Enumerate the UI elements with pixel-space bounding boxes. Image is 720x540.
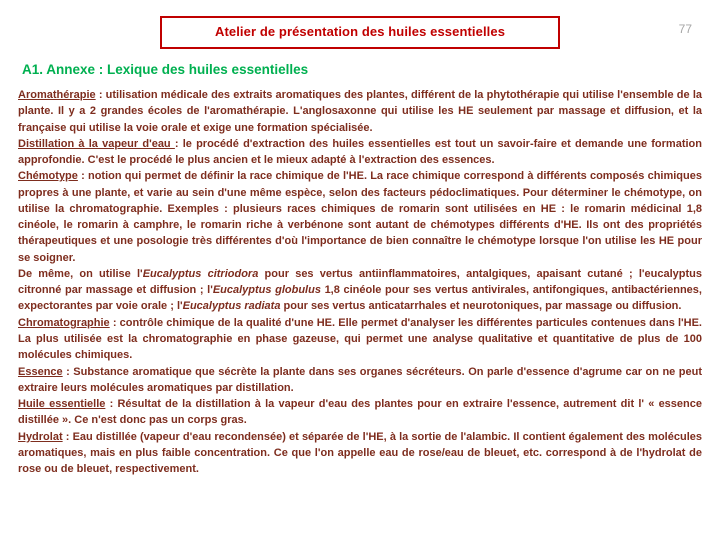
lexicon-segment-underline: Distillation à la vapeur d'eau	[18, 137, 175, 150]
lexicon-segment-normal: pour ses vertus antiinflammatoires, antalgiques, apaisant cutané ; l'eucalyptus citronné par massage et diffusion ; l'	[18, 267, 702, 297]
lexicon-paragraph	[18, 315, 702, 364]
title-box	[160, 16, 560, 49]
lexicon-segment-normal: : le procédé d'extraction des huiles essentielles est tout un savoir-faire et demande une formation approfondie. C'est le procédé le plus ancien et le mieux adapté à l'extraction des essences.	[18, 137, 702, 167]
lexicon-segment-underline: Aromathérapie	[18, 89, 96, 101]
lexicon-segment-underline: Hydrolat	[18, 430, 63, 443]
lexicon-segment-italic: Eucalyptus citriodora	[142, 267, 259, 280]
lexicon-segment-underline: Chromatographie	[18, 316, 110, 329]
lexicon-segment-normal: pour ses vertus anticatarrhales et neurotoniques, par massage ou diffusion.	[280, 300, 682, 313]
slide-header	[0, 0, 720, 50]
lexicon-segment-italic: Eucalyptus globulus	[212, 284, 321, 297]
slide-title: Atelier de présentation des huiles essentielles	[214, 24, 506, 39]
lexicon-segment-normal: : utilisation médicale des extraits aromatiques des plantes, différent de la phytothérapie qui utilise l'ensemble de la plante. Il y a 2 grandes écoles de l'aromathérapie. L'anglosaxonne qui utilise les HE seulement par massage et diffusion, et la française qui utilise la voie orale et exige une formation spécialisée.	[18, 89, 702, 134]
lexicon-segment-normal: : Substance aromatique que sécrète la plante dans ses organes sécréteurs. On parle d'essence d'agrume car on ne peut extraire leurs molécules aromatiques par distillation.	[18, 365, 702, 394]
lexicon-segment-normal: : notion qui permet de définir la race chimique de l'HE. La race chimique correspond à différents composés chimiques propres à une plante, et varie au sein d'une même espèce, selon des facteurs pédoclimatiques. Pour déterminer le chémotype, on utilise la chromatographie. Exemples : plusieurs races chimiques de romarin sont utilisées en HE : le romarin médicinal 1,8 cinéole, le romarin à camphre, le romarin riche à verbénone sont autant de chémotypes différents d'HE. Ils ont des propriétés thérapeutiques et une posologie très différentes d'où l'importance de bien connaître le chémotype lorsque l'on utilise les HE pour se soigner.	[18, 170, 702, 264]
lexicon-body	[18, 87, 702, 477]
lexicon-paragraph	[18, 364, 702, 397]
page-number: 77	[678, 22, 692, 36]
section-heading: A1. Annexe : Lexique des huiles essentielles	[22, 62, 309, 77]
lexicon-segment-normal: : Résultat de la distillation à la vapeur d'eau des plantes pour en extraire l'essence, autrement dit l' « essence distillée ». Ce n'est donc pas un corps gras.	[18, 398, 702, 427]
lexicon-paragraph	[18, 429, 702, 478]
lexicon-segment-normal: : contrôle chimique de la qualité d'une HE. Elle permet d'analyser les différentes particules contenues dans l'HE. La plus utilisée est la chromatographie en phase gazeuse, qui permet une analyse qualitative et quantitative de plus de 100 molécules chimiques.	[18, 316, 702, 362]
lexicon-paragraph	[18, 396, 702, 429]
lexicon-segment-underline: Chémotype	[18, 170, 78, 183]
lexicon-segment-italic: Eucalyptus radiata	[182, 300, 281, 313]
lexicon-segment-normal: 1,8 cinéole pour ses vertus antivirales, antifongiques, antibactériennes, expectorantes par voie orale ; l'	[18, 284, 702, 313]
lexicon-paragraph	[18, 168, 702, 266]
lexicon-segment-underline: Essence	[18, 365, 63, 378]
lexicon-paragraph	[18, 266, 702, 315]
lexicon-segment-normal: : Eau distillée (vapeur d'eau recondensée) et séparée de l'HE, à la sortie de l'alambic. Il contient également des molécules aromatiques, mais en plus faible concentration. Ce que l'on appelle eau de rose/eau de bleuet, etc. correspond à de l'hydrolat de rose ou de bleuet, respectivement.	[18, 430, 702, 476]
lexicon-paragraph	[18, 87, 702, 136]
lexicon-paragraph	[18, 136, 702, 169]
lexicon-segment-underline: Huile essentielle	[18, 398, 106, 411]
lexicon-segment-normal: De même, on utilise l'	[18, 267, 143, 280]
